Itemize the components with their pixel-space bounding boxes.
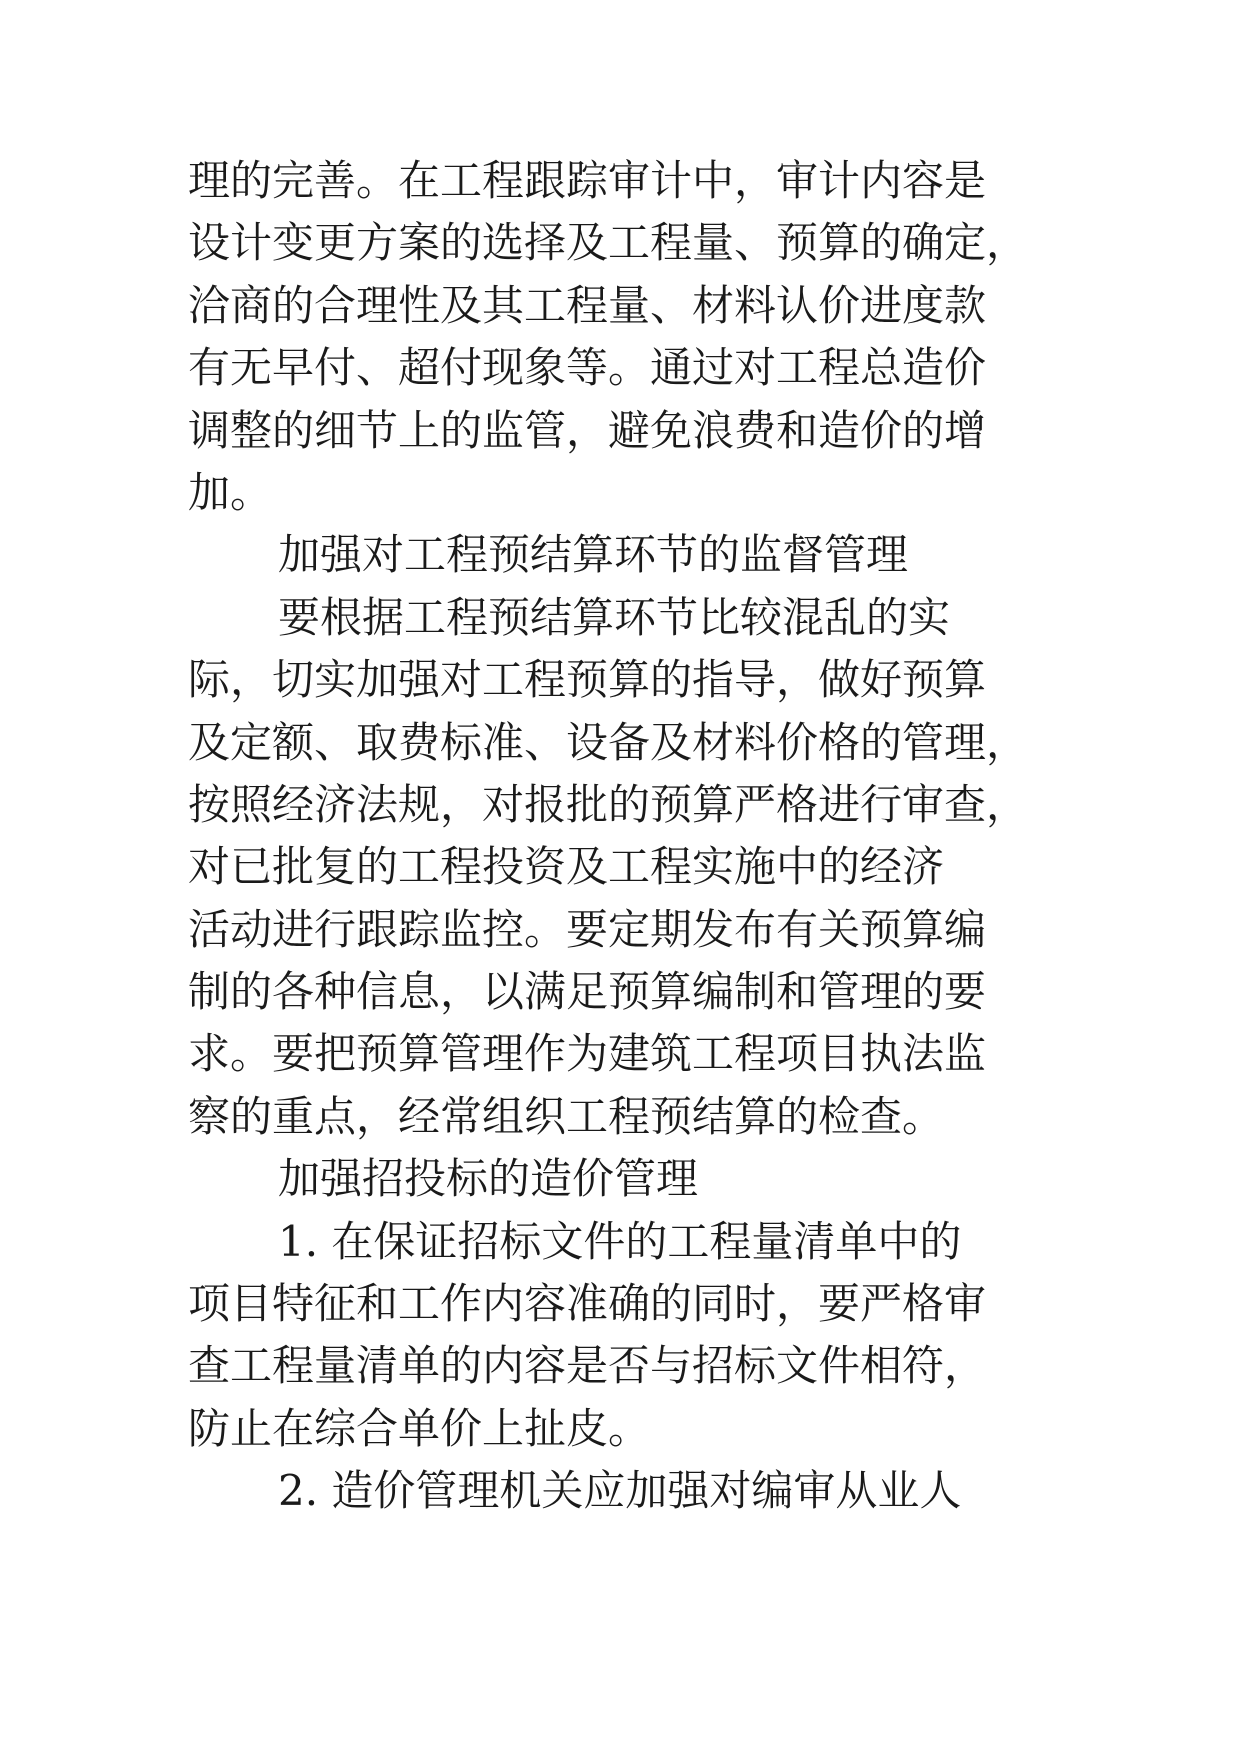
text-line: 求。要把预算管理作为建筑工程项目执法监	[188, 1029, 987, 1079]
paragraph-start: 要根据工程预结算环节比较混乱的实	[278, 592, 951, 642]
list-item-start: 2. 造价管理机关应加强对编审从业人	[278, 1466, 962, 1516]
text-line: 洽商的合理性及其工程量、材料认价进度款	[188, 280, 987, 330]
text-line: 活动进行跟踪监控。要定期发布有关预算编	[188, 904, 987, 954]
text-line: 及定额、取费标准、设备及材料价格的管理，	[188, 717, 1029, 767]
section-heading: 加强对工程预结算环节的监督管理	[278, 530, 909, 580]
text-line: 查工程量清单的内容是否与招标文件相符，	[188, 1341, 987, 1391]
text-line: 调整的细节上的监管，避免浪费和造价的增	[188, 405, 987, 455]
text-line: 加。	[188, 467, 273, 517]
text-line: 制的各种信息，以满足预算编制和管理的要	[188, 967, 987, 1017]
text-line: 有无早付、超付现象等。通过对工程总造价	[188, 343, 987, 393]
text-line: 察的重点，经常组织工程预结算的检查。	[188, 1091, 945, 1141]
text-line: 设计变更方案的选择及工程量、预算的确定，	[188, 218, 1029, 268]
list-item-start: 1. 在保证招标文件的工程量清单中的	[278, 1216, 962, 1266]
body-text	[188, 150, 1088, 1523]
text-line: 理的完善。在工程跟踪审计中，审计内容是	[188, 156, 987, 205]
text-line: 对已批复的工程投资及工程实施中的经济	[188, 842, 945, 892]
text-line: 按照经济法规，对报批的预算严格进行审查，	[188, 779, 1029, 829]
text-line: 项目特征和工作内容准确的同时，要严格审	[188, 1279, 987, 1329]
section-heading: 加强招投标的造价管理	[278, 1154, 699, 1204]
text-line: 际，切实加强对工程预算的指导，做好预算	[188, 655, 987, 705]
text-line: 防止在综合单价上扯皮。	[188, 1403, 651, 1453]
